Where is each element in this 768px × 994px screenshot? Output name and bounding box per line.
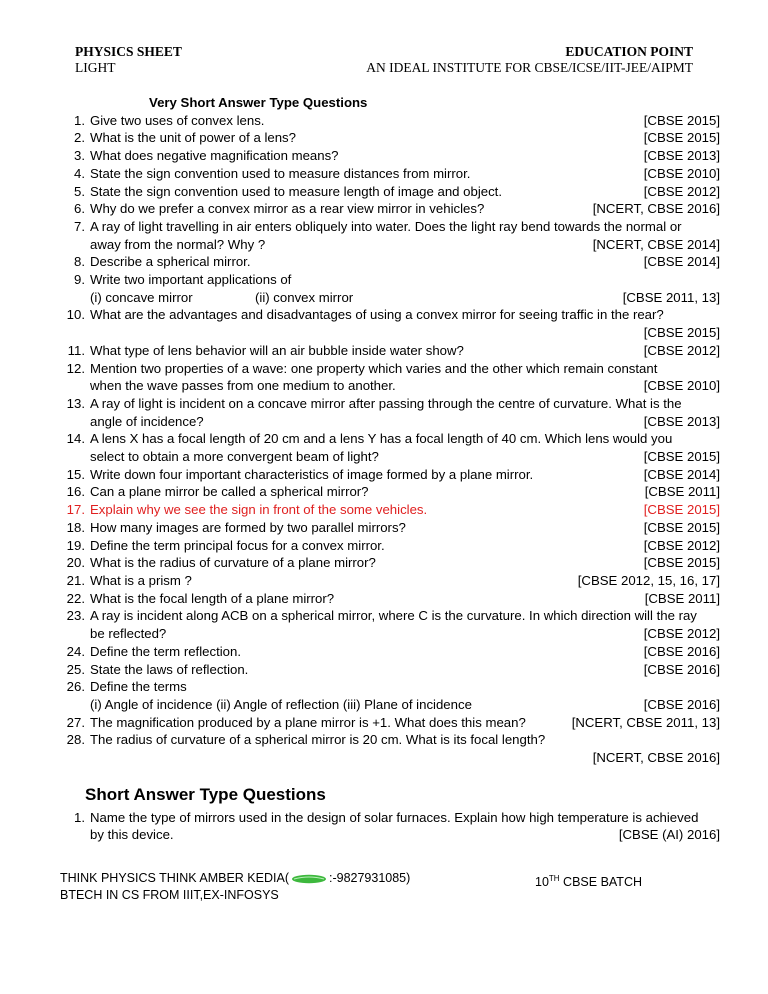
question-number: 23.	[66, 608, 85, 624]
short-answer-title: Short Answer Type Questions	[85, 784, 326, 804]
question-item	[60, 360, 720, 395]
question-text: Give two uses of convex lens.	[90, 112, 265, 128]
exam-reference: [CBSE 2014]	[643, 466, 720, 482]
question-item	[60, 466, 720, 484]
question-text: What is a prism ?	[90, 572, 192, 588]
question-text: (i) Angle of incidence (ii) Angle of reflection (iii) Plane of incidence	[90, 696, 472, 712]
question-text: Write two important applications of	[90, 272, 292, 288]
question-text: Define the terms	[90, 679, 187, 695]
question-number: 1.	[74, 112, 85, 128]
exam-reference: [CBSE 2015]	[643, 502, 720, 518]
question-number: 27.	[66, 714, 85, 730]
header-left	[75, 44, 182, 76]
question-item	[60, 183, 720, 201]
question-text: angle of incidence?	[90, 413, 204, 429]
question-item	[60, 147, 720, 165]
exam-reference: [CBSE 2011, 13]	[622, 289, 720, 305]
very-short-question-list	[60, 112, 720, 767]
exam-reference: [CBSE 2012]	[643, 342, 720, 358]
exam-reference: [CBSE 2015]	[643, 325, 720, 341]
question-item	[60, 731, 720, 766]
question-text: Define the term principal focus for a convex mirror.	[90, 537, 385, 553]
question-text: select to obtain a more convergent beam of light?	[90, 449, 379, 465]
question-item	[60, 306, 720, 341]
question-number: 11.	[67, 342, 85, 358]
sub-item: (ii) convex mirror	[255, 289, 354, 305]
question-number: 20.	[66, 555, 85, 571]
exam-reference: [CBSE 2010]	[643, 378, 720, 394]
question-text: State the sign convention used to measure distances from mirror.	[90, 165, 471, 181]
exam-reference: [CBSE 2015]	[643, 555, 720, 571]
short-question	[60, 809, 720, 844]
batch-number: 10	[535, 875, 549, 890]
footer-author: THINK PHYSICS THINK AMBER KEDIA(	[60, 871, 289, 885]
exam-reference: [CBSE (AI) 2016]	[618, 827, 720, 843]
exam-reference: [CBSE 2015]	[643, 112, 720, 128]
exam-reference: [CBSE 2012, 15, 16, 17]	[577, 572, 720, 588]
question-item	[60, 129, 720, 147]
question-number: 16.	[66, 484, 85, 500]
question-number: 2.	[74, 130, 85, 146]
exam-reference: [CBSE 2011]	[644, 590, 720, 606]
sheet-subtitle: LIGHT	[75, 60, 116, 75]
question-text: State the laws of reflection.	[90, 661, 249, 677]
question-text: away from the normal? Why ?	[90, 236, 266, 252]
question-item	[60, 537, 720, 555]
exam-reference: [CBSE 2015]	[643, 519, 720, 535]
exam-reference: [CBSE 2015]	[643, 130, 720, 146]
question-text: What does negative magnification means?	[90, 148, 339, 164]
question-item	[60, 200, 720, 218]
question-text: be reflected?	[90, 626, 167, 642]
question-text: How many images are formed by two parallel mirrors?	[90, 519, 406, 535]
question-text: A ray of light is incident on a concave mirror after passing through the centre of curvature. What is the	[90, 395, 682, 411]
question-item	[60, 501, 720, 519]
question-number: 19.	[66, 537, 85, 553]
question-item	[60, 165, 720, 183]
exam-reference: [CBSE 2016]	[643, 643, 720, 659]
question-text: Why do we prefer a convex mirror as a rear view mirror in vehicles?	[90, 201, 485, 217]
question-number: 17.	[66, 502, 85, 518]
question-number: 1.	[74, 809, 85, 825]
question-text: What is the focal length of a plane mirror?	[90, 590, 335, 606]
exam-reference: [CBSE 2016]	[643, 661, 720, 677]
question-number: 25.	[66, 661, 85, 677]
question-text: Mention two properties of a wave: one property which varies and the other which remain constant	[90, 360, 658, 376]
sub-item: (i) concave mirror	[90, 289, 193, 305]
question-number: 18.	[66, 519, 85, 535]
exam-reference: [NCERT, CBSE 2016]	[592, 201, 720, 217]
batch-label: CBSE BATCH	[559, 875, 642, 890]
question-item	[60, 342, 720, 360]
exam-reference: [CBSE 2012]	[643, 626, 720, 642]
question-text: Write down four important characteristics of image formed by a plane mirror.	[90, 466, 534, 482]
question-item	[60, 112, 720, 130]
question-number: 15.	[66, 466, 85, 482]
question-text: by this device.	[90, 827, 174, 843]
question-text: A lens X has a focal length of 20 cm and a lens Y has a focal length of 40 cm. Which lens would you	[90, 431, 673, 447]
question-number: 24.	[66, 643, 85, 659]
question-text: A ray is incident along ACB on a spherical mirror, where C is the curvature. In which direction will the ray	[90, 608, 697, 624]
question-item	[60, 218, 720, 253]
question-number: 6.	[74, 201, 85, 217]
exam-reference: [NCERT, CBSE 2014]	[592, 236, 720, 252]
question-item	[60, 607, 720, 642]
question-content	[60, 94, 720, 844]
question-number: 28.	[66, 732, 85, 748]
leaf-phone-icon	[291, 874, 327, 884]
exam-reference: [CBSE 2015]	[643, 449, 720, 465]
question-item	[60, 271, 720, 306]
question-item	[60, 643, 720, 661]
exam-reference: [CBSE 2011]	[644, 484, 720, 500]
exam-reference: [CBSE 2012]	[643, 537, 720, 553]
question-number: 22.	[66, 590, 85, 606]
question-text: The magnification produced by a plane mirror is +1. What does this mean?	[90, 714, 526, 730]
question-item	[60, 572, 720, 590]
question-text: Can a plane mirror be called a spherical mirror?	[90, 484, 369, 500]
question-item	[60, 714, 720, 732]
question-item	[60, 519, 720, 537]
question-number: 7.	[74, 218, 85, 234]
header-right	[366, 44, 693, 76]
question-text: What is the radius of curvature of a plane mirror?	[90, 555, 376, 571]
footer-phone: :-9827931085)	[328, 871, 411, 885]
question-number: 3.	[74, 148, 85, 164]
question-number: 8.	[74, 254, 85, 270]
question-text: What type of lens behavior will an air bubble inside water show?	[90, 342, 464, 358]
batch-suffix: TH	[548, 874, 560, 883]
question-item	[60, 554, 720, 572]
question-number: 10.	[66, 307, 85, 323]
question-text: The radius of curvature of a spherical mirror is 20 cm. What is its focal length?	[90, 732, 546, 748]
question-item	[60, 590, 720, 608]
exam-reference: [NCERT, CBSE 2011, 13]	[571, 714, 720, 730]
question-number: 21.	[66, 572, 85, 588]
question-text: when the wave passes from one medium to another.	[90, 378, 396, 394]
exam-reference: [CBSE 2014]	[643, 254, 720, 270]
question-item	[60, 661, 720, 679]
exam-reference: [CBSE 2012]	[643, 183, 720, 199]
question-number: 4.	[74, 165, 85, 181]
question-number: 9.	[74, 272, 85, 288]
exam-reference: [CBSE 2016]	[643, 696, 720, 712]
question-number: 5.	[74, 183, 85, 199]
question-text: Explain why we see the sign in front of the some vehicles.	[90, 502, 428, 518]
question-number: 26.	[66, 679, 85, 695]
question-text: Describe a spherical mirror.	[90, 254, 251, 270]
question-number: 13.	[66, 395, 85, 411]
question-item	[60, 483, 720, 501]
question-text: State the sign convention used to measure length of image and object.	[90, 183, 503, 199]
footer-batch	[535, 870, 642, 891]
question-number: 14.	[66, 431, 85, 447]
exam-reference: [CBSE 2013]	[643, 148, 720, 164]
question-text: What is the unit of power of a lens?	[90, 130, 296, 146]
question-item	[60, 395, 720, 430]
exam-reference: [CBSE 2013]	[643, 413, 720, 429]
question-item	[60, 253, 720, 271]
exam-reference: [NCERT, CBSE 2016]	[592, 750, 720, 766]
institute-name: EDUCATION POINT	[565, 44, 693, 59]
question-text: Name the type of mirrors used in the design of solar furnaces. Explain how high temperature is achieved	[90, 809, 699, 825]
footer-credentials: BTECH IN CS FROM IIIT,EX-INFOSYS	[60, 888, 279, 902]
question-number: 12.	[66, 360, 85, 376]
question-text: Define the term reflection.	[90, 643, 241, 659]
exam-reference: [CBSE 2010]	[643, 165, 720, 181]
sheet-title: PHYSICS SHEET	[75, 44, 182, 59]
question-text: A ray of light travelling in air enters obliquely into water. Does the light ray bend towards the normal or	[90, 218, 682, 234]
question-item	[60, 430, 720, 465]
very-short-title: Very Short Answer Type Questions	[149, 95, 368, 110]
question-text: What are the advantages and disadvantages of using a convex mirror for seeing traffic in the rear?	[90, 307, 664, 323]
question-item	[60, 678, 720, 713]
institute-tagline: AN IDEAL INSTITUTE FOR CBSE/ICSE/IIT-JEE/AIPMT	[366, 60, 693, 75]
